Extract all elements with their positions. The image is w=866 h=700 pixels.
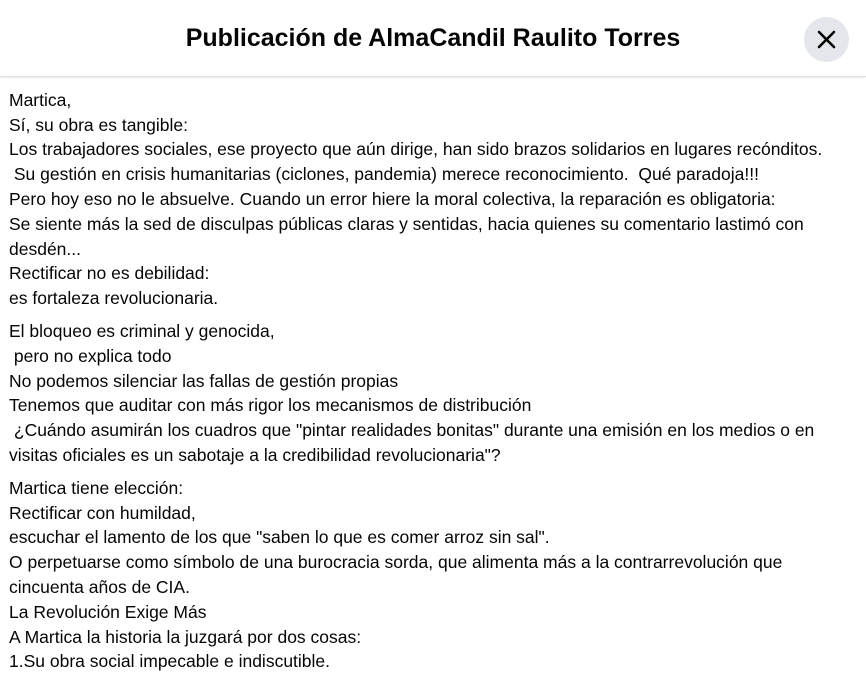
dialog-title: Publicación de AlmaCandil Raulito Torres <box>185 24 681 52</box>
post-line: Rectificar con humildad, <box>9 502 196 523</box>
post-line: El bloqueo es criminal y genocida, <box>9 320 275 341</box>
post-line: No podemos silenciar las fallas de gestión propias <box>9 370 399 391</box>
dialog-header <box>0 0 866 77</box>
post-line: Se siente más la sed de disculpas públicas claras y sentidas, hacia quienes su comentario lastimó con desdén... <box>9 213 809 259</box>
post-line: pero no explica todo <box>9 345 172 366</box>
post-line: O perpetuarse como símbolo de una burocracia sorda, que alimenta más a la contrarrevolución que cincuenta años de CIA. <box>9 552 788 597</box>
post-line: La Revolución Exige Más <box>9 601 207 622</box>
post-line: Tenemos que auditar con más rigor los mecanismos de distribución <box>9 395 532 416</box>
post-paragraph <box>9 319 854 468</box>
post-line: A Martica la historia la juzgará por dos cosas: <box>9 626 362 647</box>
post-paragraph <box>9 88 854 311</box>
post-line: es fortaleza revolucionaria. <box>9 288 219 309</box>
post-paragraph <box>9 476 854 674</box>
post-text <box>9 55 854 682</box>
post-line: 1.Su obra social impecable e indiscutible. <box>9 651 331 672</box>
post-line: ¿Cuándo asumirán los cuadros que "pintar realidades bonitas" durante una emisión en los medios o en visitas oficiales es un sabotaje a la credibilidad revolucionaria"? <box>9 420 820 465</box>
post-line: Sí, su obra es tangible: <box>9 114 188 135</box>
post-line: escuchar el lamento de los que "saben lo que es comer arroz sin sal". <box>9 527 550 548</box>
post-line: Su gestión en crisis humanitarias (ciclones, pandemia) merece reconocimiento. Qué paradoja!!! <box>9 164 759 185</box>
post-line: Pero hoy eso no le absuelve. Cuando un error hiere la moral colectiva, la reparación es obligatoria: <box>9 188 776 209</box>
post-line: Martica, <box>9 89 72 110</box>
close-button[interactable] <box>804 17 849 62</box>
post-line: Martica tiene elección: <box>9 477 184 498</box>
close-icon <box>816 29 837 50</box>
post-line: Rectificar no es debilidad: <box>9 263 210 284</box>
post-line: Los trabajadores sociales, ese proyecto que aún dirige, han sido brazos solidarios en lugares recónditos. <box>9 139 823 160</box>
